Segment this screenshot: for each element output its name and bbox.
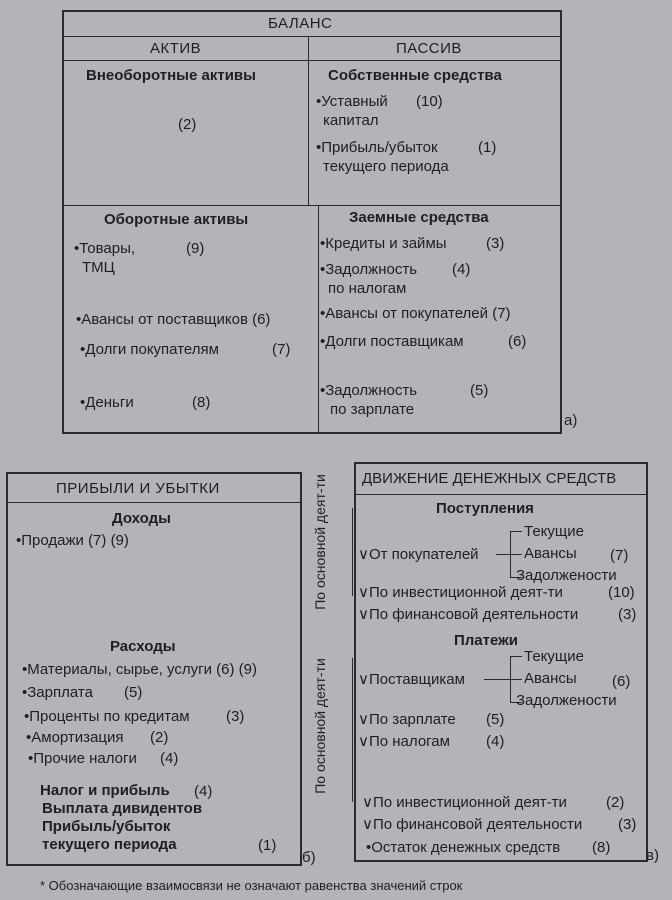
cashflow-title: ДВИЖЕНИЕ ДЕНЕЖНЫХ СРЕДСТВ: [362, 470, 617, 487]
po-invest-1: ∨По инвестиционной деят-ти: [358, 584, 563, 601]
bracket-tick-2a: [510, 656, 522, 657]
dohody-heading: Доходы: [112, 510, 171, 527]
postavshikam-connector: [484, 679, 510, 680]
zadolzh-2: Задолжености: [516, 692, 617, 709]
kredity-label: •Кредиты и займы: [320, 235, 447, 252]
dolgi-postavshikam-number: (6): [508, 333, 527, 350]
bracket-tick-2b: [510, 679, 522, 680]
po-fin-2: ∨По финансовой деятельности: [362, 816, 583, 833]
po-invest-1-number: (10): [608, 584, 635, 601]
bracket-tick-1a: [510, 531, 522, 532]
dolgi-postavshikam: •Долги поставщикам: [320, 333, 464, 350]
pnl-pribyl-heading: Прибыль/убыток: [42, 818, 171, 835]
po-nalogam: ∨По налогам: [358, 733, 450, 750]
vneoborotnye-heading: Внеоборотные активы: [86, 67, 256, 84]
oborotnye-heading: Оборотные активы: [104, 211, 249, 228]
ostatok-label: •Остаток денежных средств: [366, 839, 561, 856]
ostatok-number: (8): [592, 839, 611, 856]
balance-passiv-header: ПАССИВ: [396, 40, 462, 57]
pnl-divider-header: [6, 502, 300, 503]
zadolzh-zp-label: •Задолжность: [320, 382, 418, 399]
ot-pokupateley-connector: [496, 554, 510, 555]
postavshikam-number: (6): [612, 673, 631, 690]
tekushie-2: Текущие: [524, 648, 584, 665]
footnote: * Обозначающие взаимосвязи не означают равенства значений строк: [40, 878, 463, 893]
procenty-number: (3): [226, 708, 245, 725]
nalog-heading: Налог и прибыль: [40, 782, 170, 799]
dengi-number: (8): [192, 394, 211, 411]
nalog-number: (4): [194, 783, 213, 800]
pribyl-label-2: текущего периода: [323, 158, 449, 175]
pnl-title: ПРИБЫЛИ И УБЫТКИ: [56, 480, 220, 497]
zadolzh-1: Задолжености: [516, 567, 617, 584]
tovary-label-2: ТМЦ: [82, 259, 115, 276]
dengi-label: •Деньги: [80, 394, 134, 411]
ustavny-label: •Уставный: [316, 93, 388, 110]
po-invest-2: ∨По инвестиционной деят-ти: [362, 794, 567, 811]
avansy-postavshikov: •Авансы от поставщиков (6): [76, 311, 271, 328]
dolgi-pokupatelyam-number: (7): [272, 341, 291, 358]
tovary-number: (9): [186, 240, 205, 257]
ustavny-number: (10): [416, 93, 443, 110]
bracket-tick-1b: [510, 554, 522, 555]
zarplata-number: (5): [124, 684, 143, 701]
side-bracket-1: [352, 508, 353, 596]
side-label-operating-1: По основной деят-ти: [312, 474, 328, 610]
balance-divider-middle: [62, 205, 560, 206]
zadolzh-nalog-number: (4): [452, 261, 471, 278]
dolgi-pokupatelyam: •Долги покупателям: [80, 341, 219, 358]
balance-title: БАЛАНС: [268, 15, 333, 32]
zadolzh-zp-number: (5): [470, 382, 489, 399]
kredity-number: (3): [486, 235, 505, 252]
po-nalogam-number: (4): [486, 733, 505, 750]
materialy-label: •Материалы, сырье, услуги (6) (9): [22, 661, 257, 678]
po-zarplate-number: (5): [486, 711, 505, 728]
po-fin-1-number: (3): [618, 606, 637, 623]
side-bracket-2: [352, 658, 353, 802]
tekushie-1: Текущие: [524, 523, 584, 540]
postupleniya-heading: Поступления: [436, 500, 534, 517]
balance-aktiv-header: АКТИВ: [150, 40, 202, 57]
vneoborotnye-number: (2): [178, 116, 197, 133]
side-label-operating-2: По основной деят-ти: [312, 658, 328, 794]
balance-divider-center-bottom: [318, 205, 319, 432]
cashflow-letter: в): [646, 847, 659, 864]
prochie-label: •Прочие налоги: [28, 750, 137, 767]
balance-divider-center-top: [308, 36, 309, 206]
prodazhi-label: •Продажи (7) (9): [16, 532, 129, 549]
zadolzh-zp-label-2: по зарплате: [330, 401, 415, 418]
zadolzh-nalog-label-2: по налогам: [328, 280, 407, 297]
cashflow-divider-header: [354, 494, 646, 495]
zaemnye-heading: Заемные средства: [349, 209, 489, 226]
ot-pokupateley-number: (7): [610, 547, 629, 564]
po-fin-2-number: (3): [618, 816, 637, 833]
pnl-pribyl-heading-2: текущего периода: [42, 836, 177, 853]
pnl-pribyl-number: (1): [258, 837, 277, 854]
platezhi-heading: Платежи: [454, 632, 518, 649]
avansy-1: Авансы: [524, 545, 577, 562]
pnl-letter: б): [302, 849, 316, 866]
sobstvennye-heading: Собственные средства: [328, 67, 502, 84]
zarplata-label: •Зарплата: [22, 684, 93, 701]
avansy-pokupateley: •Авансы от покупателей (7): [320, 305, 511, 322]
pribyl-number: (1): [478, 139, 497, 156]
ot-pokupateley-label: ∨От покупателей: [358, 546, 479, 563]
postavshikam-label: ∨Поставщикам: [358, 671, 465, 688]
zadolzh-nalog-label: •Задолжность: [320, 261, 418, 278]
prochie-number: (4): [160, 750, 179, 767]
po-invest-2-number: (2): [606, 794, 625, 811]
po-zarplate: ∨По зарплате: [358, 711, 456, 728]
vyplata-heading: Выплата дивидентов: [42, 800, 203, 817]
amort-number: (2): [150, 729, 169, 746]
procenty-label: •Проценты по кредитам: [24, 708, 190, 725]
rashody-heading: Расходы: [110, 638, 176, 655]
balance-divider-title: [62, 36, 560, 37]
balance-divider-header: [62, 60, 560, 61]
po-fin-1: ∨По финансовой деятельности: [358, 606, 579, 623]
avansy-2: Авансы: [524, 670, 577, 687]
tovary-label: •Товары,: [74, 240, 136, 257]
amort-label: •Амортизация: [26, 729, 124, 746]
balance-letter: а): [564, 412, 578, 429]
ustavny-label-2: капитал: [323, 112, 379, 129]
pribyl-label: •Прибыль/убыток: [316, 139, 438, 156]
